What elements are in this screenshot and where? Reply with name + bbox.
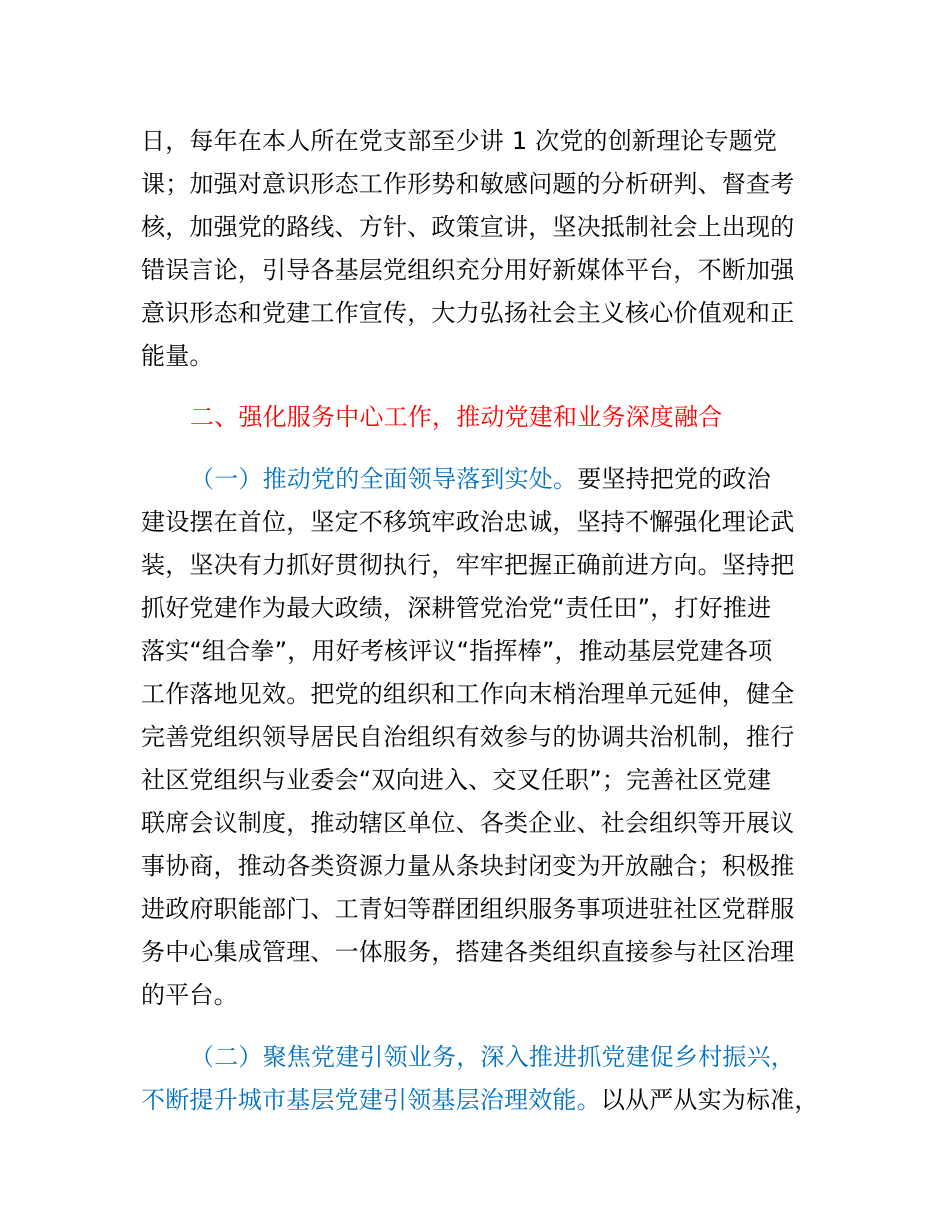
section-heading: 二、强化服务中心工作，推动党建和业务深度融合 xyxy=(190,403,723,431)
paragraph-text: 以从严从实为标准， xyxy=(600,1086,819,1114)
paragraph-line: 能量。 xyxy=(141,342,214,370)
paragraph-line: 工作落地见效。把党的组织和工作向末梢治理单元延伸，健全 xyxy=(141,680,795,708)
paragraph-line: 意识形态和党建工作宣传，大力弘扬社会主义核心价值观和正 xyxy=(141,299,795,327)
subheading-2-continued: 不断提升城市基层党建引领基层治理效能。 xyxy=(141,1086,601,1114)
paragraph-line xyxy=(141,1085,819,1115)
paragraph-line: 进政府职能部门、工青妇等群团组织服务事项进驻社区党群服 xyxy=(141,895,795,923)
paragraph-line: 装，坚决有力抓好贯彻执行，牢牢把握正确前进方向。坚持把 xyxy=(141,551,795,579)
paragraph-line: 抓好党建作为最大政绩，深耕管党治党“责任田”，打好推进 xyxy=(141,594,772,622)
paragraph-line: 事协商，推动各类资源力量从条块封闭变为开放融合；积极推 xyxy=(141,852,795,880)
paragraph-line: 建设摆在首位，坚定不移筑牢政治忠诚，坚持不懈强化理论武 xyxy=(141,508,795,536)
paragraph-line: 的平台。 xyxy=(141,981,238,1009)
paragraph-line: 社区党组织与业委会“双向进入、交叉任职”；完善社区党建 xyxy=(141,766,772,794)
paragraph-line: 核，加强党的路线、方针、政策宣讲，坚决抵制社会上出现的 xyxy=(141,213,795,241)
paragraph-line: 务中心集成管理、一体服务，搭建各类组织直接参与社区治理 xyxy=(141,938,795,966)
subheading-1: （一）推动党的全面领导落到实处。 xyxy=(190,465,578,493)
paragraph-text: 要坚持把党的政治 xyxy=(577,465,771,493)
subheading-2: （二）聚焦党建引领业务，深入推进抓党建促乡村振兴， xyxy=(190,1043,795,1071)
paragraph-line: 完善党组织领导居民自治组织有效参与的协调共治机制，推行 xyxy=(141,723,795,751)
paragraph-line: 错误言论，引导各基层党组织充分用好新媒体平台，不断加强 xyxy=(141,256,795,284)
paragraph-first-line xyxy=(190,464,771,494)
paragraph-line: 日，每年在本人所在党支部至少讲 1 次党的创新理论专题党 xyxy=(141,127,778,155)
paragraph-line: 联席会议制度，推动辖区单位、各类企业、社会组织等开展议 xyxy=(141,809,795,837)
paragraph-line: 落实“组合拳”，用好考核评议“指挥棒”，推动基层党建各项 xyxy=(141,637,773,665)
paragraph-line: 课；加强对意识形态工作形势和敏感问题的分析研判、督查考 xyxy=(141,170,795,198)
